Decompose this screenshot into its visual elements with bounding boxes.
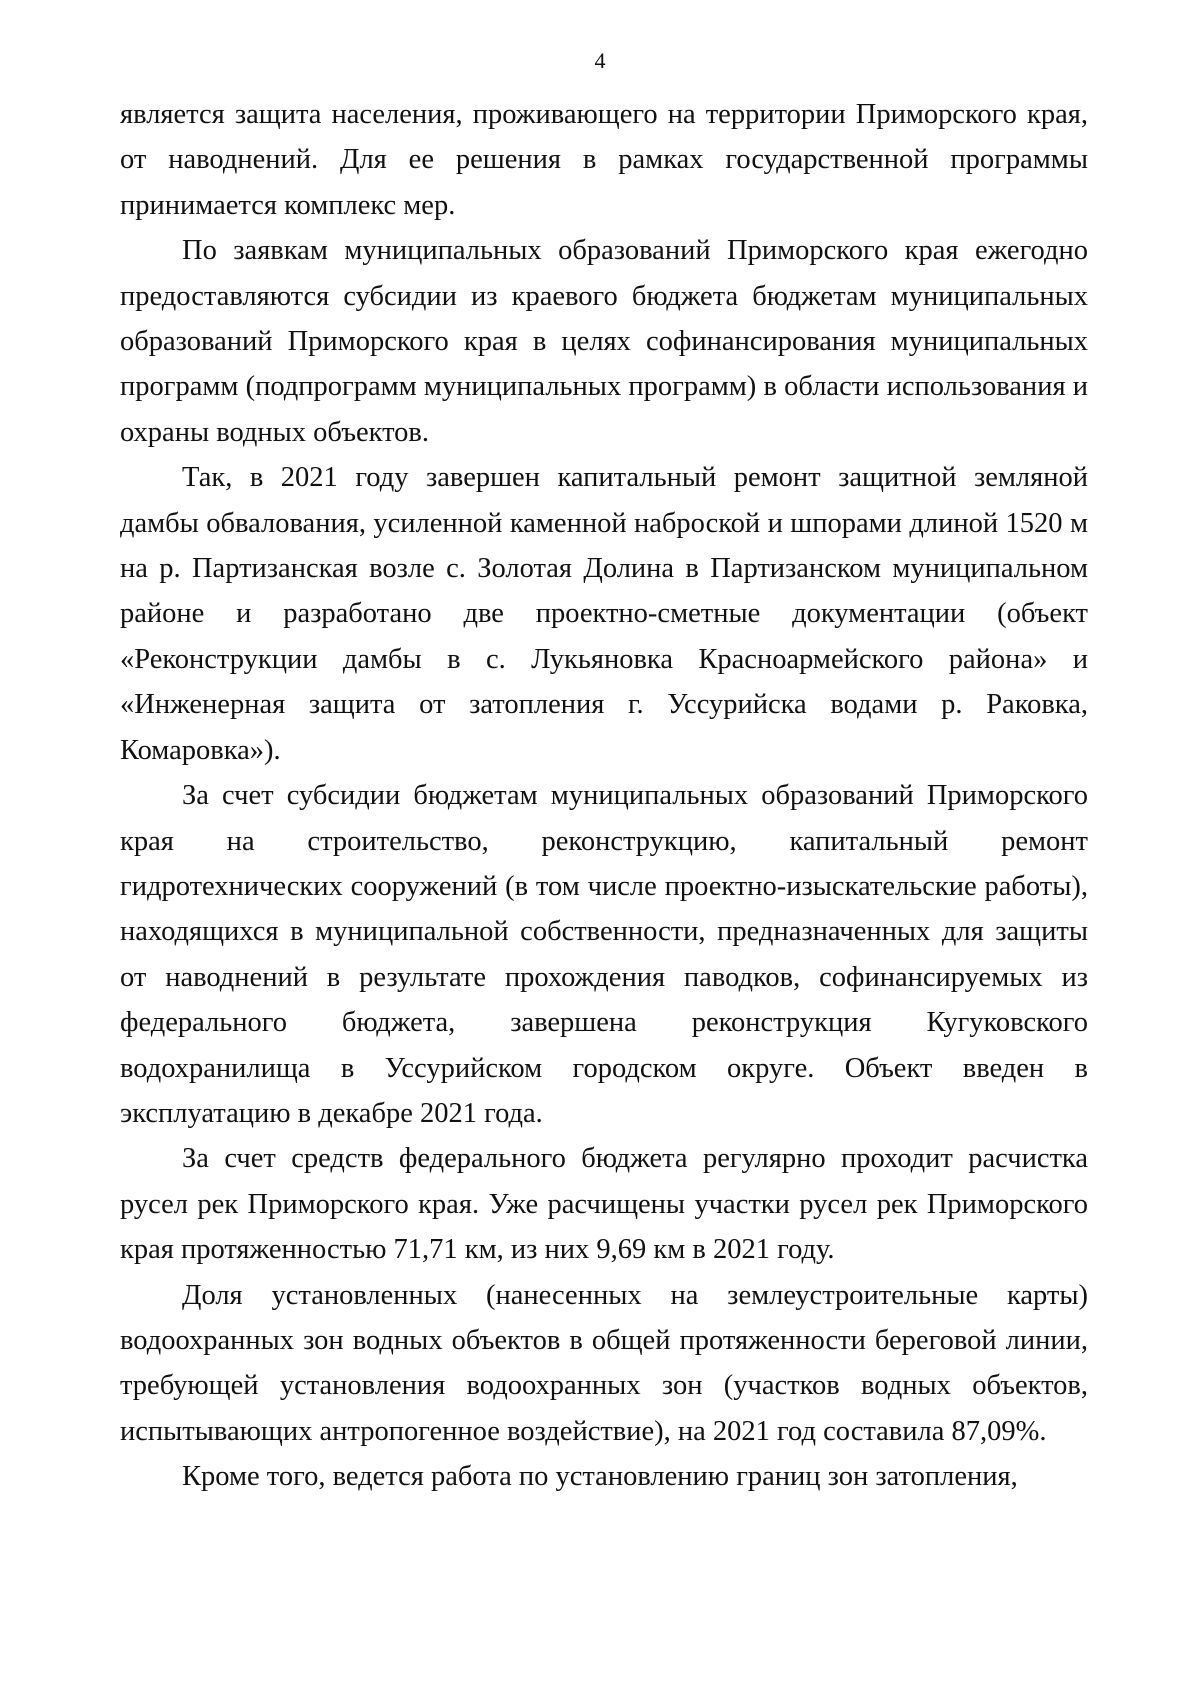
document-body: [120, 92, 1088, 1500]
paragraph-6: Доля установленных (нанесенных на землеустроительные карты) водоохранных зон водных объектов в общей протяженности береговой линии, требующей установления водоохранных зон (участков водных объектов, испытывающих антропогенное воздействие), на 2021 год составила 87,09%.: [120, 1279, 1088, 1447]
paragraph-3: Так, в 2021 году завершен капитальный ремонт защитной земляной дамбы обвалования, усиленной каменной наброской и шпорами длиной 1520 м на р. Партизанская возле с. Золотая Долина в Партизанском муниципальном районе и разработано две проектно-сметные документации (объект «Реконструкции дамбы в с. Лукьяновка Красноармейского района» и «Инженерная защита от затопления г. Уссурийска водами р. Раковка, Комаровка»).: [120, 462, 1088, 766]
paragraph-5: За счет средств федерального бюджета регулярно проходит расчистка русел рек Приморского края. Уже расчищены участки русел рек Приморского края протяженностью 71,71 км, из них 9,69 км в 2021 году.: [120, 1143, 1088, 1266]
paragraph-7: Кроме того, ведется работа по установлению границ зон затопления,: [182, 1461, 1018, 1493]
paragraph-1: является защита населения, проживающего на территории Приморского края, от наводнений. Для ее решения в рамках государственной программы принимается комплекс мер.: [120, 99, 1088, 221]
paragraph-4: За счет субсидии бюджетам муниципальных образований Приморского края на строительство, реконструкцию, капитальный ремонт гидротехнических сооружений (в том числе проектно-изыскательские работы), находящихся в муниципальной собственности, предназначенных для защиты от наводнений в результате прохождения паводков, софинансируемых из федерального бюджета, завершена реконструкция Кугуковского водохранилища в Уссурийском городском округе. Объект введен в эксплуатацию в декабре 2021 года.: [120, 780, 1088, 1129]
page-number: 4: [594, 48, 606, 73]
paragraph-2: По заявкам муниципальных образований Приморского края ежегодно предоставляются субсидии из краевого бюджета бюджетам муниципальных образований Приморского края в целях софинансирования муниципальных программ (подпрограмм муниципальных программ) в области использования и охраны водных объектов.: [120, 235, 1088, 448]
